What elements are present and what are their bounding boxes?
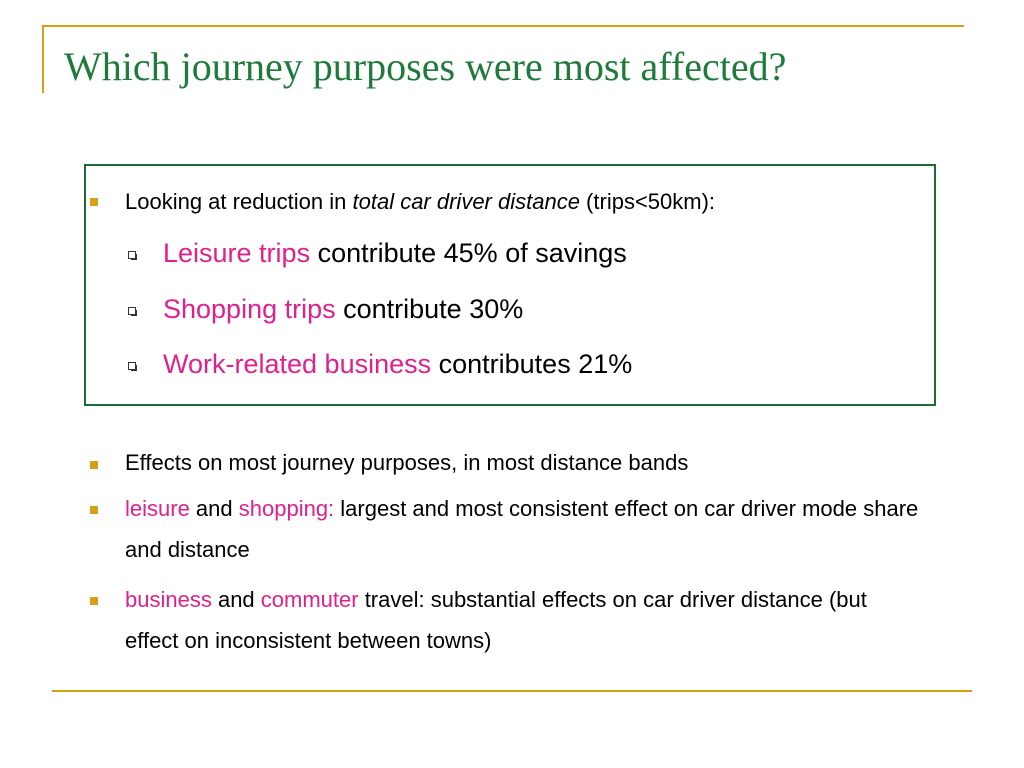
left-accent-rule <box>42 25 44 93</box>
bullet-2-highlight-1: leisure <box>125 496 190 521</box>
bullet-2-text-2: largest and most consistent effect on car driver mode share and distance <box>125 496 919 562</box>
slide-title: Which journey purposes were most affected? <box>64 44 787 89</box>
bullet-2 <box>125 488 925 570</box>
bottom-accent-rule <box>52 690 972 692</box>
box-item-2 <box>163 293 523 325</box>
top-accent-rule <box>42 25 964 27</box>
box-item-3-text: contributes 21% <box>431 349 633 379</box>
bullet-square-icon <box>90 198 98 206</box>
box-item-1-highlight: Leisure trips <box>163 238 311 268</box>
sub-bullet-square-icon <box>128 307 136 315</box>
bullet-2-text-1: and <box>189 496 239 521</box>
bullet-3-highlight-1: business <box>125 587 212 612</box>
bullet-2-highlight-2: shopping: <box>238 496 335 521</box>
sub-bullet-square-icon <box>128 362 136 370</box>
bullet-square-icon <box>90 506 98 514</box>
box-item-2-highlight: Shopping trips <box>163 294 336 324</box>
sub-bullet-square-icon <box>128 251 136 259</box>
box-item-1 <box>163 237 627 269</box>
box-intro-text <box>125 189 715 215</box>
bullet-1: Effects on most journey purposes, in most distance bands <box>125 450 689 475</box>
bullet-square-icon <box>90 597 98 605</box>
bullet-square-icon <box>90 461 98 469</box>
box-item-1-text: contribute 45% of savings <box>310 238 627 268</box>
box-item-2-text: contribute 30% <box>335 294 524 324</box>
bullet-3 <box>125 579 925 661</box>
bullet-3-text-2: travel: substantial effects on car driver distance (but effect on inconsistent between towns) <box>125 587 867 653</box>
box-item-3-highlight: Work-related business <box>163 349 432 379</box>
bullet-3-highlight-2: commuter <box>260 587 359 612</box>
box-intro-pre: Looking at reduction in <box>125 189 353 214</box>
box-intro-post: (trips<50km): <box>579 189 716 214</box>
bullet-3-text-1: and <box>211 587 261 612</box>
box-item-3 <box>163 348 632 380</box>
box-intro-emphasis: total car driver distance <box>352 189 580 214</box>
